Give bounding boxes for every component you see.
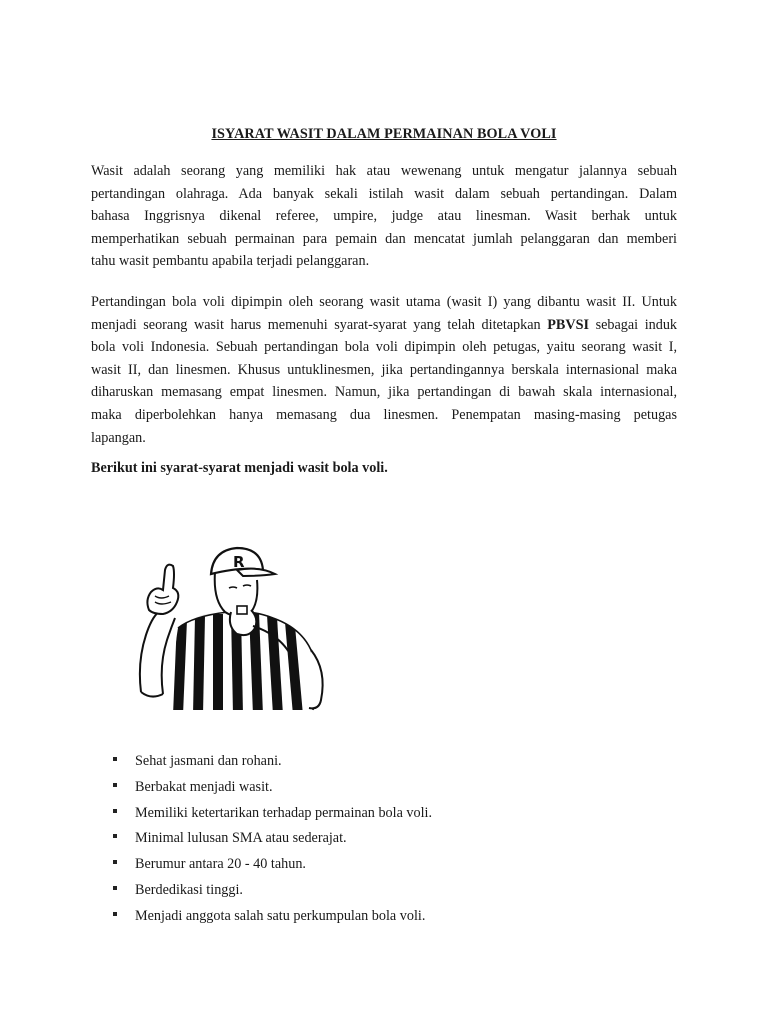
list-item-text: Memiliki ketertarikan terhadap permainan bola voli. [135, 804, 433, 821]
list-item-text: Minimal lulusan SMA atau sederajat. [135, 830, 347, 847]
paragraph-line: bahasa Inggrisnya dikenal referee, umpire, judge atau linesman. Wasit berhak untuk [91, 208, 677, 225]
bullet-icon [113, 809, 117, 813]
list-item-text: Berbakat menjadi wasit. [135, 778, 273, 795]
paragraph-line: Pertandingan bola voli dipimpin oleh seorang wasit utama (wasit I) yang dibantu wasit II. Untuk [91, 294, 677, 310]
referee-head-icon [215, 572, 258, 616]
list-item-text: Berumur antara 20 - 40 tahun. [135, 856, 306, 873]
bullet-icon [113, 886, 117, 890]
list-item [113, 750, 432, 776]
list-item [113, 853, 432, 879]
paragraph-line: wasit II, dan linesmen. Khusus untuklinesmen, jika pertandingannya berskala internasional maka [91, 361, 677, 378]
list-item [113, 776, 432, 802]
paragraph-referee-definition [91, 160, 677, 273]
pbvsi-bold: PBVSI [547, 316, 590, 333]
paragraph-line: lapangan. [91, 429, 146, 446]
paragraph-line: bola voli Indonesia. Sebuah pertandingan bola voli dipimpin oleh petugas, yaitu seorang wasit I, [91, 339, 677, 356]
bullet-icon [113, 834, 117, 838]
paragraph-line: tahu wasit pembantu apabila terjadi pelanggaran. [91, 253, 370, 270]
bullet-icon [113, 860, 117, 864]
list-item [113, 802, 432, 828]
paragraph-line: memperhatikan sebuah permainan para pemain dan mencatat jumlah pelanggaran dan memberi [91, 230, 677, 247]
list-item-text: Berdedikasi tinggi. [135, 881, 243, 898]
list-item-text: Sehat jasmani dan rohani. [135, 753, 282, 769]
paragraph-line: maka diperbolehkan hanya memasang dua linesmen. Penempatan masing-masing petugas [91, 406, 677, 423]
requirements-list [113, 750, 432, 931]
list-item [113, 879, 432, 905]
paragraph-line [91, 314, 677, 337]
paragraph-line: diharuskan memasang empat linesmen. Namun, jika pertandingan di bawah skala internasional, [91, 384, 677, 401]
referee-whistle-illustration [133, 540, 343, 715]
whistle-icon [237, 606, 247, 614]
bullet-icon [113, 757, 117, 761]
text-run: sebagai induk [589, 316, 678, 333]
bullet-icon [113, 912, 117, 916]
paragraph-match-officials [91, 291, 677, 449]
text-run: menjadi seorang wasit harus memenuhi syarat-syarat yang telah ditetapkan [91, 316, 548, 333]
requirements-heading: Berikut ini syarat-syarat menjadi wasit bola voli. [91, 460, 388, 476]
paragraph-line: pertandingan olahraga. Ada banyak sekali istilah wasit dalam sebuah pertandingan. Dalam [91, 185, 677, 202]
bullet-icon [113, 783, 117, 787]
paragraph-line: Wasit adalah seorang yang memiliki hak atau wewenang untuk mengatur jalannya sebuah [91, 163, 677, 179]
list-item-text: Menjadi anggota salah satu perkumpulan bola voli. [135, 907, 426, 924]
document-title: ISYARAT WASIT DALAM PERMAINAN BOLA VOLI [211, 126, 557, 142]
pointing-hand-icon [147, 565, 178, 614]
list-item [113, 905, 432, 931]
cap-letter: R [233, 553, 245, 571]
list-item [113, 827, 432, 853]
